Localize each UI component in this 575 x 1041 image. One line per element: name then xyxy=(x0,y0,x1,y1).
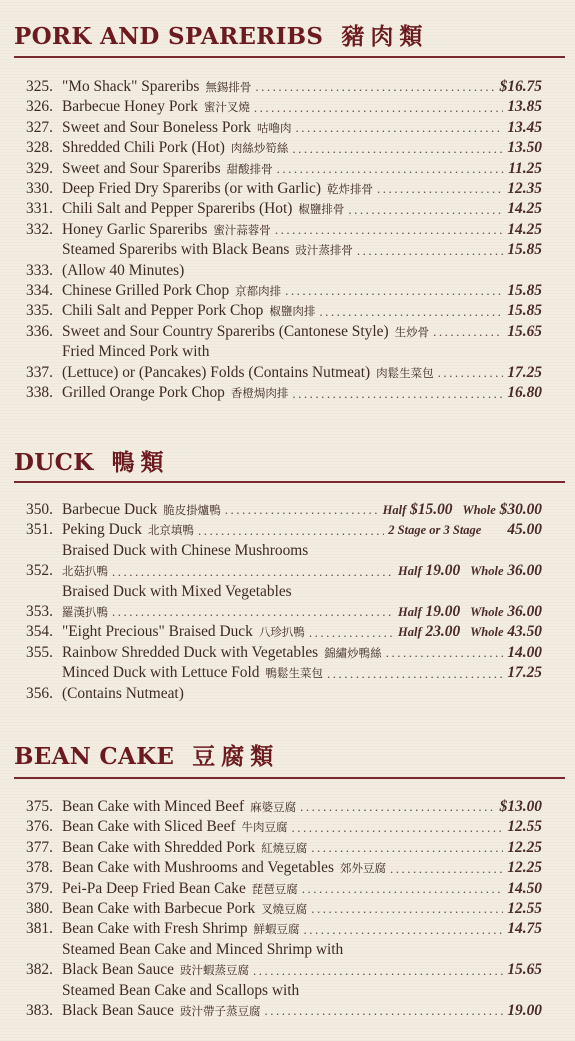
dot-leader xyxy=(327,664,503,684)
item-name: Bean Cake with Sliced Beef xyxy=(62,818,236,836)
item-price: 12.35 xyxy=(507,180,542,198)
item-number: 335. xyxy=(26,302,53,320)
item-line xyxy=(62,220,542,240)
item-body xyxy=(62,858,542,878)
dot-leader xyxy=(304,920,504,940)
menu-item xyxy=(26,179,542,199)
item-number: 354. xyxy=(26,623,53,641)
item-chinese-name: 香橙焗肉排 xyxy=(230,386,289,401)
item-number: 377. xyxy=(26,838,53,856)
item-line xyxy=(62,622,542,642)
item-chinese-name: 豉汁蝦蒸豆腐 xyxy=(179,963,249,978)
half-label: Half xyxy=(398,605,422,620)
section-title-text: BEAN CAKE xyxy=(14,743,175,770)
item-name-first-line: Steamed Bean Cake and Minced Shrimp with xyxy=(62,940,344,958)
item-line xyxy=(62,838,542,858)
dot-leader xyxy=(309,623,394,643)
item-body xyxy=(62,97,542,117)
dot-leader xyxy=(275,220,504,240)
menu-item xyxy=(26,541,542,582)
item-price: 11.25 xyxy=(508,159,542,177)
item-line xyxy=(62,281,542,301)
item-body xyxy=(62,240,542,281)
dot-leader xyxy=(254,98,503,118)
item-price: 12.55 xyxy=(507,818,542,836)
menu-item xyxy=(26,500,542,520)
item-line xyxy=(62,500,542,520)
item-body xyxy=(62,817,542,837)
item-number: 333. xyxy=(26,261,53,279)
menu-item xyxy=(26,97,542,117)
item-body xyxy=(62,220,542,240)
menu-item xyxy=(26,520,542,540)
item-body xyxy=(62,159,542,179)
item-body xyxy=(62,520,542,540)
item-body xyxy=(62,940,542,981)
item-note: (Contains Nutmeat) xyxy=(62,684,184,702)
item-chinese-name: 鴨鬆生菜包 xyxy=(265,666,323,681)
duck-item-list xyxy=(26,500,542,704)
whole-label: Whole xyxy=(462,503,496,517)
item-number: 350. xyxy=(26,501,53,518)
item-whole-price xyxy=(470,622,542,642)
item-number: 353. xyxy=(26,603,53,621)
section-title xyxy=(14,745,279,768)
dot-leader xyxy=(225,500,379,520)
item-chinese-name: 牛肉豆腐 xyxy=(241,820,288,835)
item-name: Black Bean Sauce xyxy=(62,1002,174,1020)
item-number: 325. xyxy=(26,78,53,95)
section-title-zh: 豬肉類 xyxy=(341,23,429,50)
item-name: Shredded Chili Pork (Hot) xyxy=(62,139,225,157)
menu-item xyxy=(26,879,542,899)
item-price: 13.45 xyxy=(507,118,542,136)
item-body xyxy=(62,663,542,704)
item-line xyxy=(62,960,542,980)
item-chinese-name: 北京填鴨 xyxy=(147,523,194,538)
menu-item xyxy=(26,322,542,342)
item-chinese-name: 叉燒豆腐 xyxy=(261,902,308,917)
item-name: Rainbow Shredded Duck with Vegetables xyxy=(62,643,319,661)
item-price: 17.25 xyxy=(507,363,542,381)
item-body xyxy=(62,643,542,663)
item-body xyxy=(62,919,542,939)
item-line xyxy=(62,118,542,138)
menu-item xyxy=(26,622,542,642)
item-price: $16.75 xyxy=(499,78,542,95)
item-note: (Allow 40 Minutes) xyxy=(62,261,185,279)
item-chinese-name: 咕嚕肉 xyxy=(256,120,292,135)
item-body xyxy=(62,77,542,97)
item-number: 355. xyxy=(26,643,53,661)
menu-item xyxy=(26,281,542,301)
item-chinese-name: 郊外豆腐 xyxy=(340,861,386,876)
item-name: Steamed Spareribs with Black Beans xyxy=(62,241,290,259)
item-whole-price xyxy=(462,500,542,520)
item-chinese-name: 脆皮掛爐鴨 xyxy=(163,503,221,517)
item-line xyxy=(62,643,542,663)
item-chinese-name: 錦繡炒鴨絲 xyxy=(324,645,382,660)
item-chinese-name: 生炒骨 xyxy=(394,324,430,339)
item-name: Barbecue Duck xyxy=(62,501,158,518)
item-line xyxy=(62,77,542,97)
menu-item xyxy=(26,159,542,179)
section-title-zh: 豆腐類 xyxy=(192,743,280,770)
item-line xyxy=(62,520,542,540)
menu-item xyxy=(26,77,542,97)
item-line xyxy=(62,561,542,581)
item-name: Bean Cake with Minced Beef xyxy=(62,798,245,815)
menu-item xyxy=(26,838,542,858)
menu-item xyxy=(26,858,542,878)
item-half-price xyxy=(398,602,460,622)
item-line xyxy=(62,899,542,919)
item-line xyxy=(62,383,542,403)
whole-value: 43.50 xyxy=(507,623,542,641)
item-number: 376. xyxy=(26,818,53,836)
menu-item xyxy=(26,899,542,919)
item-name-first-line: Braised Duck with Chinese Mushrooms xyxy=(62,541,309,559)
item-half-price xyxy=(398,561,460,581)
dot-leader xyxy=(277,159,505,179)
item-price: 14.00 xyxy=(507,643,542,661)
dot-leader xyxy=(255,77,495,97)
item-chinese-name: 無錫排骨 xyxy=(205,80,252,94)
item-chinese-name: 豉汁蒸排骨 xyxy=(295,243,353,258)
section-divider xyxy=(14,56,565,58)
whole-value: $30.00 xyxy=(499,501,542,518)
half-label: Half xyxy=(382,503,407,517)
menu-item xyxy=(26,301,542,321)
dot-leader xyxy=(264,1001,503,1021)
menu-item xyxy=(26,817,542,837)
item-body xyxy=(62,179,542,199)
item-number: 331. xyxy=(26,200,53,218)
item-price: 14.50 xyxy=(507,879,542,897)
item-chinese-name: 八珍扒鴨 xyxy=(258,625,305,640)
item-name: Grilled Orange Pork Chop xyxy=(62,384,225,402)
item-name: (Lettuce) or (Pancakes) Folds (Contains Nutmeat) xyxy=(62,363,371,381)
item-price: $13.00 xyxy=(499,798,542,815)
item-body xyxy=(62,981,542,1022)
item-number: 375. xyxy=(26,798,53,815)
item-price: 12.25 xyxy=(507,859,542,877)
item-number: 330. xyxy=(26,180,53,198)
pork-item-list xyxy=(26,77,542,404)
item-name: Chili Salt and Pepper Pork Chop xyxy=(62,302,264,320)
item-chinese-name: 羅漢扒鴨 xyxy=(62,605,108,620)
item-body xyxy=(62,622,542,642)
item-chinese-name: 鮮蝦豆腐 xyxy=(253,922,300,937)
dot-leader xyxy=(292,139,503,159)
menu-item xyxy=(26,240,542,281)
item-name: Bean Cake with Shredded Pork xyxy=(62,838,256,856)
menu-item xyxy=(26,383,542,403)
item-body xyxy=(62,281,542,301)
item-chinese-name: 椒鹽排骨 xyxy=(298,202,345,217)
item-price: 13.50 xyxy=(507,139,542,157)
item-name: Black Bean Sauce xyxy=(62,961,174,979)
item-line xyxy=(62,858,542,878)
item-name: Bean Cake with Fresh Shrimp xyxy=(62,920,248,938)
item-number: 328. xyxy=(26,139,53,157)
item-line xyxy=(62,322,542,342)
section-title xyxy=(14,451,170,474)
section-divider xyxy=(14,777,565,779)
dot-leader xyxy=(390,859,503,879)
item-number: 336. xyxy=(26,322,53,340)
item-line xyxy=(62,602,542,622)
dot-leader xyxy=(386,643,504,663)
item-name: Barbecue Honey Pork xyxy=(62,98,198,116)
item-name: Sweet and Sour Country Spareribs (Cantonese Style) xyxy=(62,322,389,340)
item-line xyxy=(62,1001,542,1021)
item-name: Deep Fried Dry Spareribs (or with Garlic) xyxy=(62,180,321,198)
item-stage-option: 2 Stage or 3 Stage xyxy=(388,523,482,538)
half-value: 19.00 xyxy=(425,603,461,621)
item-chinese-name: 琵琶豆腐 xyxy=(251,881,298,896)
item-number: 334. xyxy=(26,282,53,300)
item-whole-price xyxy=(470,602,542,622)
section-title-zh: 鴨類 xyxy=(111,449,170,476)
item-body xyxy=(62,342,542,383)
item-line xyxy=(62,159,542,179)
item-price: 15.65 xyxy=(507,322,542,340)
item-price: 19.00 xyxy=(507,1002,542,1020)
section-title-text: DUCK xyxy=(14,449,94,476)
item-body xyxy=(62,838,542,858)
half-label: Half xyxy=(398,625,422,640)
item-body xyxy=(62,899,542,919)
dot-leader xyxy=(300,797,496,817)
dot-leader xyxy=(292,818,504,838)
item-price: 15.85 xyxy=(507,282,542,300)
item-name: "Mo Shack" Spareribs xyxy=(62,78,200,95)
dot-leader xyxy=(302,879,504,899)
item-name-first-line: Steamed Bean Cake and Scallops with xyxy=(62,981,300,999)
item-chinese-name: 肉鬆生菜包 xyxy=(376,365,434,380)
item-price: 15.85 xyxy=(507,241,542,259)
whole-label: Whole xyxy=(470,605,504,620)
item-price: 13.85 xyxy=(507,98,542,116)
item-number: 329. xyxy=(26,159,53,177)
dot-leader xyxy=(292,384,503,404)
dot-leader xyxy=(253,961,503,981)
menu-item xyxy=(26,118,542,138)
item-body xyxy=(62,383,542,403)
item-number: 356. xyxy=(26,684,53,702)
whole-label: Whole xyxy=(470,564,504,579)
menu-item xyxy=(26,220,542,240)
item-line xyxy=(62,179,542,199)
item-number: 338. xyxy=(26,384,53,402)
whole-label: Whole xyxy=(470,625,504,640)
section-title xyxy=(14,25,428,48)
item-price: 14.75 xyxy=(507,920,542,938)
item-name: Bean Cake with Barbecue Pork xyxy=(62,900,256,918)
item-name: Sweet and Sour Spareribs xyxy=(62,159,221,177)
item-line xyxy=(62,97,542,117)
whole-value: 36.00 xyxy=(507,562,542,580)
item-price: 15.65 xyxy=(507,961,542,979)
item-name: Pei-Pa Deep Fried Bean Cake xyxy=(62,879,246,897)
dot-leader xyxy=(438,363,504,383)
item-chinese-name: 豉汁帶子蒸豆腐 xyxy=(179,1004,261,1019)
menu-item xyxy=(26,797,542,817)
item-body xyxy=(62,500,542,520)
item-number: 381. xyxy=(26,920,53,938)
beancake-item-list xyxy=(26,797,542,1021)
menu-item xyxy=(26,138,542,158)
dot-leader xyxy=(348,200,503,220)
item-number: 326. xyxy=(26,98,53,116)
item-chinese-name: 麻婆豆腐 xyxy=(250,800,297,814)
item-number: 352. xyxy=(26,562,53,580)
menu-item xyxy=(26,981,542,1022)
item-name: Chinese Grilled Pork Chop xyxy=(62,282,230,300)
dot-leader xyxy=(311,838,503,858)
dot-leader xyxy=(377,179,503,199)
item-line xyxy=(62,240,542,260)
half-value: 23.00 xyxy=(425,623,461,641)
item-price: 14.25 xyxy=(507,220,542,238)
dot-leader xyxy=(311,899,503,919)
half-value: 19.00 xyxy=(425,562,461,580)
dot-leader xyxy=(295,118,503,138)
item-chinese-name: 紅燒豆腐 xyxy=(261,840,308,855)
item-chinese-name: 蜜汁叉燒 xyxy=(203,100,250,115)
item-price: 17.25 xyxy=(507,664,542,682)
dot-leader xyxy=(433,322,503,342)
section-title-text: PORK AND SPARERIBS xyxy=(14,23,324,50)
item-name-first-line: Braised Duck with Mixed Vegetables xyxy=(62,582,292,600)
item-name: Honey Garlic Spareribs xyxy=(62,220,208,238)
item-chinese-name: 甜酸排骨 xyxy=(226,161,273,176)
half-label: Half xyxy=(398,564,422,579)
item-line xyxy=(62,817,542,837)
item-body xyxy=(62,879,542,899)
menu-item xyxy=(26,663,542,704)
item-price: 15.85 xyxy=(507,302,542,320)
item-number: 378. xyxy=(26,859,53,877)
item-number: 382. xyxy=(26,961,53,979)
item-number: 380. xyxy=(26,900,53,918)
item-price: 14.25 xyxy=(507,200,542,218)
item-price: 12.55 xyxy=(507,900,542,918)
item-number: 379. xyxy=(26,879,53,897)
whole-value: 36.00 xyxy=(507,603,542,621)
item-line xyxy=(62,663,542,683)
section-divider xyxy=(14,481,565,483)
item-body xyxy=(62,301,542,321)
item-half-price xyxy=(383,500,453,520)
item-name: Sweet and Sour Boneless Pork xyxy=(62,118,251,136)
menu-item xyxy=(26,643,542,663)
item-body xyxy=(62,582,542,623)
item-number: 332. xyxy=(26,220,53,238)
dot-leader xyxy=(319,302,503,322)
half-value: $15.00 xyxy=(410,501,453,518)
item-chinese-name: 肉絲炒筍絲 xyxy=(230,141,289,156)
item-body xyxy=(62,138,542,158)
item-name-first-line: Fried Minced Pork with xyxy=(62,343,210,361)
item-number: 327. xyxy=(26,118,53,136)
item-number: 383. xyxy=(26,1002,53,1020)
item-half-price xyxy=(398,622,460,642)
item-name: Minced Duck with Lettuce Fold xyxy=(62,664,260,682)
item-name: Chili Salt and Pepper Spareribs (Hot) xyxy=(62,200,293,218)
item-name: Peking Duck xyxy=(62,521,142,539)
item-body xyxy=(62,322,542,342)
item-chinese-name: 京都肉排 xyxy=(235,284,282,299)
item-body xyxy=(62,118,542,138)
item-price: 16.80 xyxy=(507,384,542,402)
item-chinese-name: 乾炸排骨 xyxy=(327,182,373,197)
dot-leader xyxy=(285,281,503,301)
item-line xyxy=(62,879,542,899)
item-price: 45.00 xyxy=(507,521,542,539)
item-chinese-name: 北菇扒鴨 xyxy=(62,564,108,579)
item-body xyxy=(62,797,542,817)
item-line xyxy=(62,138,542,158)
item-line xyxy=(62,919,542,939)
item-line xyxy=(62,363,542,383)
dot-leader xyxy=(198,521,384,541)
item-whole-price xyxy=(470,561,542,581)
dot-leader xyxy=(112,562,394,582)
menu-item xyxy=(26,919,542,939)
item-body xyxy=(62,199,542,219)
item-line xyxy=(62,301,542,321)
item-line xyxy=(62,199,542,219)
menu-item xyxy=(26,940,542,981)
dot-leader xyxy=(357,241,503,261)
item-price: 12.25 xyxy=(507,838,542,856)
dot-leader xyxy=(112,602,394,622)
item-name: "Eight Precious" Braised Duck xyxy=(62,623,253,641)
item-number: 337. xyxy=(26,363,53,381)
item-number: 351. xyxy=(26,521,53,539)
item-chinese-name: 蜜汁蒜蓉骨 xyxy=(213,222,271,237)
menu-item xyxy=(26,199,542,219)
menu-item xyxy=(26,342,542,383)
menu-item xyxy=(26,582,542,623)
item-body xyxy=(62,541,542,582)
item-chinese-name: 椒鹽肉排 xyxy=(269,304,316,319)
item-name: Bean Cake with Mushrooms and Vegetables xyxy=(62,859,334,877)
item-line xyxy=(62,797,542,817)
